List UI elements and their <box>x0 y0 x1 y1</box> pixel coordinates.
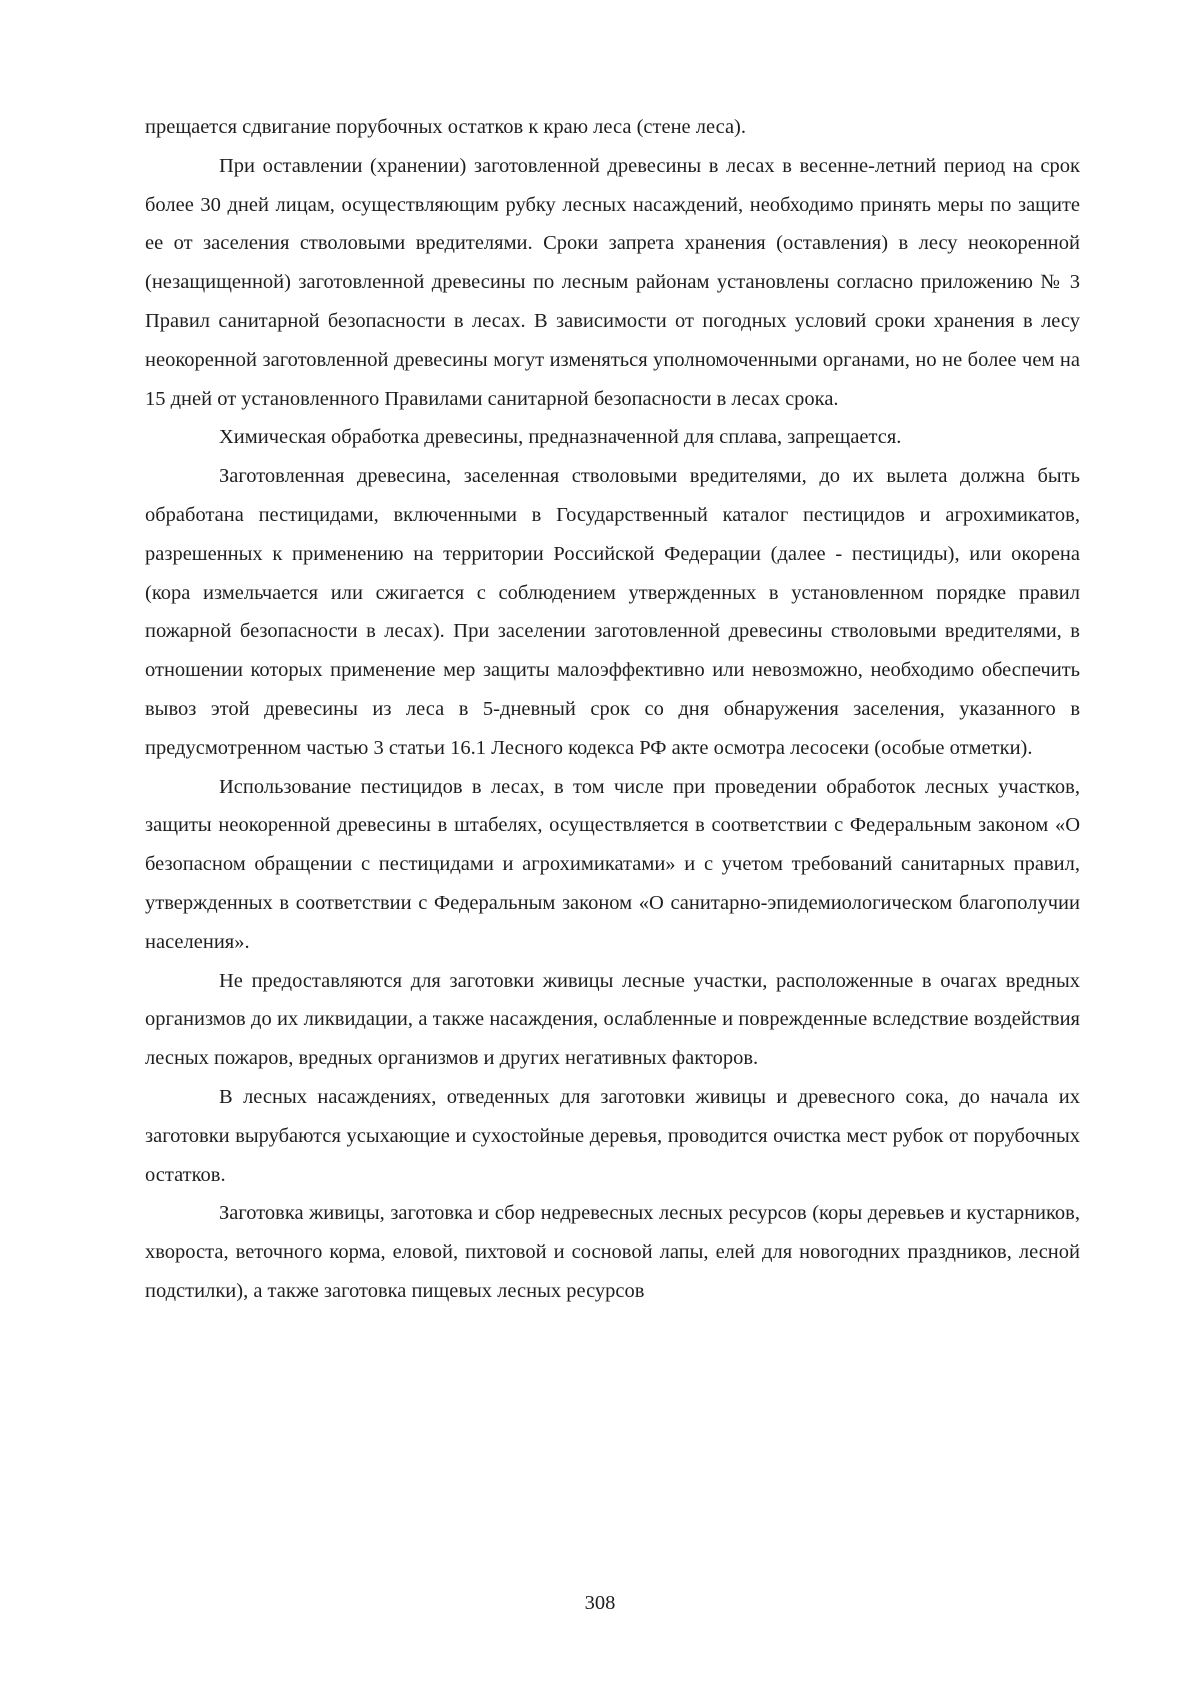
paragraph-timber-storage: При оставлении (хранении) заготовленной древесины в лесах в весенне-летний период на срок более 30 дней лицам, осуществляющим рубку лесных насаждений, необходимо принять меры по защите ее от заселения стволовыми вредителями. Сроки запрета хранения (оставления) в лесу неокоренной (незащищенной) заготовленной древесины по лесным районам установлены согласно приложению № 3 Правил санитарной безопасности в лесах. В зависимости от погодных условий сроки хранения в лесу неокоренной заготовленной древесины могут изменяться уполномоченными органами, но не более чем на 15 дней от установленного Правилами санитарной безопасности в лесах срока. <box>145 154 1080 410</box>
paragraph-pesticide-use: Использование пестицидов в лесах, в том числе при проведении обработок лесных участков, защиты неокоренной древесины в штабелях, осуществляется в соответствии с Федеральным законом «О безопасном обращении с пестицидами и агрохимикатами» и с учетом требований санитарных правил, утвержденных в соответствии с Федеральным законом «О санитарно-эпидемиологическом благополучии населения». <box>145 775 1080 953</box>
paragraph-non-wood-resources: Заготовка живицы, заготовка и сбор недревесных лесных ресурсов (коры деревьев и кустарников, хвороста, веточного корма, еловой, пихтовой и сосновой лапы, елей для новогодних праздников, лесной подстилки), а также заготовка пищевых лесных ресурсов <box>145 1202 1080 1302</box>
page-number: 308 <box>584 1592 616 1614</box>
paragraph-chemical-treatment: Химическая обработка древесины, предназначенной для сплава, запрещается. <box>219 426 902 449</box>
paragraph-resin-plots: Не предоставляются для заготовки живицы лесные участки, расположенные в очагах вредных организмов до их ликвидации, а также насаждения, ослабленные и поврежденные вследствие воздействия лесных пожаров, вредных организмов и других негативных факторов. <box>145 969 1080 1070</box>
paragraph-resin-stands: В лесных насаждениях, отведенных для заготовки живицы и древесного сока, до начала их заготовки вырубаются усыхающие и сухостойные деревья, проводится очистка мест рубок от порубочных остатков. <box>145 1085 1080 1186</box>
paragraph-infested-timber: Заготовленная древесина, заселенная стволовыми вредителями, до их вылета должна быть обработана пестицидами, включенными в Государственный каталог пестицидов и агрохимикатов, разрешенных к применению на территории Российской Федерации (далее - пестициды), или окорена (кора измельчается или сжигается с соблюдением утвержденных в установленном порядке правил пожарной безопасности в лесах). При заселении заготовленной древесины стволовыми вредителями, в отношении которых применение мер защиты малоэффективно или невозможно, необходимо обеспечить вывоз этой древесины из леса в 5-дневный срок со дня обнаружения заселения, указанного в предусмотренном частью 3 статьи 16.1 Лесного кодекса РФ акте осмотра лесосеки (особые отметки). <box>145 465 1080 759</box>
body-text <box>145 108 1080 1311</box>
paragraph-continuation: прещается сдвигание порубочных остатков к краю леса (стене леса). <box>145 116 747 138</box>
